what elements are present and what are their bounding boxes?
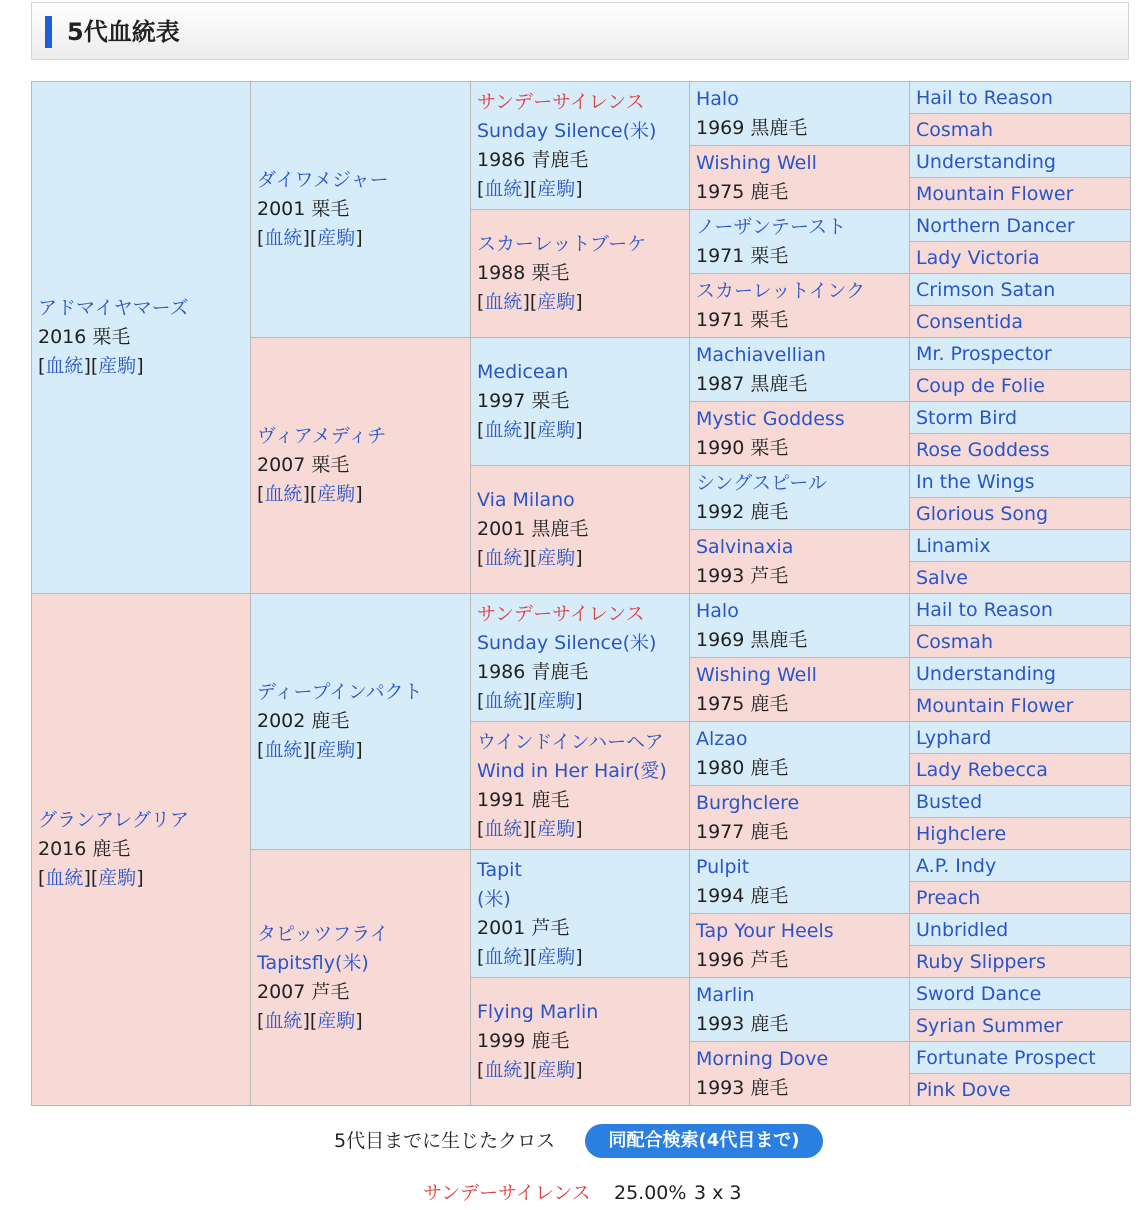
horse-name-link[interactable]: Consentida (916, 310, 1023, 333)
horse-info: 2007 芦毛 (257, 980, 350, 1003)
pedigree-link[interactable]: 血統 (484, 419, 523, 441)
ancestor-g5 (910, 562, 1131, 594)
ancestor-g5 (910, 306, 1131, 338)
horse-links (257, 480, 464, 509)
bracket-mid: ][ (522, 1059, 538, 1081)
horse-name-link[interactable]: Fortunate Prospect (916, 1046, 1096, 1069)
horse-name-link[interactable]: Hail to Reason (916, 598, 1053, 621)
horse-links (477, 175, 683, 204)
horse-links (477, 1056, 683, 1085)
ancestor-g5 (910, 178, 1131, 210)
ancestor-g2 (251, 594, 471, 850)
offspring-link[interactable]: 産駒 (317, 1009, 356, 1032)
horse-info: 2001 芦毛 (477, 916, 570, 939)
horse-links (477, 687, 683, 716)
cross-horse-link[interactable]: サンデーサイレンス (423, 1182, 591, 1204)
ancestor-g5 (910, 210, 1131, 242)
pedigree-link[interactable]: 血統 (264, 739, 303, 761)
ancestor-g5 (910, 850, 1131, 882)
horse-name-link[interactable]: Linamix (916, 534, 991, 557)
horse-name-link[interactable]: ヴィアメディチ (257, 425, 387, 447)
horse-name-link[interactable]: Lady Rebecca (916, 758, 1048, 781)
bracket-mid: ][ (522, 177, 538, 200)
horse-name-link[interactable]: ディープインパクト (257, 681, 423, 703)
horse-name-en-link[interactable]: Wind in Her Hair(愛) (477, 759, 667, 782)
horse-info: 2016 栗毛 (38, 326, 131, 348)
horse-info: 2001 栗毛 (257, 198, 350, 220)
ancestor-g5 (910, 82, 1131, 114)
pedigree-link[interactable]: 血統 (484, 177, 523, 200)
horse-info: 2016 鹿毛 (38, 838, 131, 860)
horse-info: 2007 栗毛 (257, 454, 350, 476)
bracket-close: ] (355, 739, 363, 761)
bracket-close: ] (355, 1009, 363, 1032)
horse-name-link[interactable]: Sword Dance (916, 982, 1042, 1005)
ancestor-g5 (910, 1074, 1131, 1106)
bracket-open: [ (257, 227, 265, 249)
ancestor-g5 (910, 626, 1131, 658)
ancestor-g5 (910, 274, 1131, 306)
horse-links (257, 1007, 464, 1036)
horse-name-link[interactable]: Machiavellian (696, 343, 826, 366)
horse-links (477, 544, 683, 573)
horse-name-link[interactable]: Flying Marlin (477, 1001, 599, 1023)
horse-info: 1969 黒鹿毛 (696, 116, 808, 139)
horse-name-link[interactable]: Via Milano (477, 489, 575, 511)
pedigree-link[interactable]: 血統 (264, 227, 303, 249)
horse-name-link[interactable]: Lyphard (916, 726, 992, 749)
ancestor-g5 (910, 530, 1131, 562)
horse-name-link[interactable]: Tapit (477, 858, 522, 881)
ancestor-g4 (690, 594, 910, 658)
offspring-link[interactable]: 産駒 (537, 817, 576, 840)
bracket-mid: ][ (522, 291, 538, 313)
bracket-close: ] (575, 177, 583, 200)
horse-name-link[interactable]: Medicean (477, 361, 569, 383)
horse-info: 1986 青鹿毛 (477, 148, 589, 171)
horse-info: 2001 黒鹿毛 (477, 518, 589, 540)
horse-name-link[interactable]: アドマイヤマーズ (38, 297, 189, 319)
horse-name-link[interactable]: Alzao (696, 727, 748, 750)
ancestor-g5 (910, 498, 1131, 530)
horse-name-link[interactable]: Storm Bird (916, 406, 1018, 429)
ancestor-g3 (471, 594, 690, 722)
horse-name-link[interactable]: Wishing Well (696, 663, 817, 686)
bracket-mid: ][ (83, 355, 99, 377)
bracket-open: [ (257, 739, 265, 761)
bracket-open: [ (477, 547, 485, 569)
pedigree-link[interactable]: 血統 (264, 1009, 303, 1032)
horse-info: 1993 芦毛 (696, 564, 789, 587)
ancestor-g5 (910, 690, 1131, 722)
bracket-open: [ (38, 867, 46, 889)
horse-info: 1994 鹿毛 (696, 884, 789, 907)
offspring-link[interactable]: 産駒 (98, 867, 137, 889)
horse-name-link[interactable]: Rose Goddess (916, 438, 1050, 461)
section-header (31, 2, 1129, 60)
bracket-mid: ][ (522, 689, 538, 712)
horse-name-link[interactable]: タピッツフライ (257, 922, 389, 945)
horse-name-link[interactable]: Salve (916, 566, 968, 589)
horse-name-link[interactable]: スカーレットインク (696, 279, 866, 302)
horse-name-link[interactable]: Cosmah (916, 118, 993, 141)
horse-name-link[interactable]: サンデーサイレンス (477, 602, 645, 625)
pedigree-table (31, 81, 1131, 1106)
horse-info: 1975 鹿毛 (696, 692, 789, 715)
ancestor-g5 (910, 658, 1131, 690)
horse-name-link[interactable]: Cosmah (916, 630, 993, 653)
ancestor-g5 (910, 1010, 1131, 1042)
horse-info: 1992 鹿毛 (696, 500, 789, 523)
horse-name-link[interactable]: Mountain Flower (916, 694, 1074, 717)
cross-section (0, 1124, 1145, 1158)
horse-name-link[interactable]: サンデーサイレンス (477, 90, 645, 113)
ancestor-g2 (251, 850, 471, 1106)
bracket-open: [ (38, 355, 46, 377)
horse-links (477, 416, 683, 445)
horse-info: 1996 芦毛 (696, 948, 789, 971)
horse-info: 1990 栗毛 (696, 436, 789, 459)
horse-name-link[interactable]: Salvinaxia (696, 535, 794, 558)
offspring-link[interactable]: 産駒 (537, 945, 576, 968)
bracket-close: ] (575, 419, 583, 441)
ancestor-g5 (910, 722, 1131, 754)
pedigree-link[interactable]: 血統 (484, 1059, 523, 1081)
horse-name-link[interactable]: Hail to Reason (916, 86, 1053, 109)
offspring-link[interactable]: 産駒 (98, 355, 137, 377)
cross-percent: 25.00% (614, 1182, 687, 1204)
horse-name-link[interactable]: Wishing Well (696, 151, 817, 174)
ancestor-g5 (910, 242, 1131, 274)
horse-info: 1999 鹿毛 (477, 1030, 570, 1052)
ancestor-g5 (910, 338, 1131, 370)
offspring-link[interactable]: 産駒 (317, 227, 356, 249)
ancestor-g4 (690, 850, 910, 914)
ancestor-g5 (910, 786, 1131, 818)
horse-name-link[interactable]: ノーザンテースト (696, 215, 847, 238)
ancestor-g1 (32, 594, 251, 1106)
bracket-close: ] (355, 483, 363, 505)
ancestor-g5 (910, 914, 1131, 946)
ancestor-g4 (690, 146, 910, 210)
horse-name-link[interactable]: Crimson Satan (916, 278, 1056, 301)
horse-name-link[interactable]: A.P. Indy (916, 854, 997, 877)
ancestor-g4 (690, 402, 910, 466)
horse-name-link[interactable]: Understanding (916, 662, 1056, 685)
horse-name-link[interactable]: スカーレットブーケ (477, 233, 647, 255)
ancestor-g5 (910, 466, 1131, 498)
bracket-mid: ][ (522, 547, 538, 569)
bracket-open: [ (477, 1059, 485, 1081)
horse-info: 1991 鹿毛 (477, 788, 570, 811)
offspring-link[interactable]: 産駒 (537, 547, 576, 569)
page-title: 5代血統表 (67, 18, 180, 46)
horse-name-link[interactable]: Mr. Prospector (916, 342, 1052, 365)
ancestor-g5 (910, 146, 1131, 178)
ancestor-g4 (690, 530, 910, 594)
horse-name-link[interactable]: Preach (916, 886, 981, 909)
bracket-open: [ (477, 177, 485, 200)
horse-name-link[interactable]: Halo (696, 87, 739, 110)
bracket-open: [ (257, 1009, 265, 1032)
ancestor-g5 (910, 754, 1131, 786)
horse-name-en-link[interactable]: Sunday Silence(米) (477, 631, 657, 654)
ancestor-g5 (910, 114, 1131, 146)
ancestor-g3 (471, 466, 690, 594)
ancestor-g4 (690, 210, 910, 274)
horse-info: 1975 鹿毛 (696, 180, 789, 203)
horse-name-link[interactable]: Mystic Goddess (696, 407, 845, 430)
ancestor-g4 (690, 658, 910, 722)
horse-info: 1993 鹿毛 (696, 1012, 789, 1035)
ancestor-g3 (471, 210, 690, 338)
offspring-link[interactable]: 産駒 (537, 1059, 576, 1081)
horse-name-link[interactable]: Ruby Slippers (916, 950, 1046, 973)
horse-name-link[interactable]: Mountain Flower (916, 182, 1074, 205)
ancestor-g3 (471, 82, 690, 210)
ancestor-g4 (690, 466, 910, 530)
horse-name-link[interactable]: Halo (696, 599, 739, 622)
horse-name-en-link[interactable]: Sunday Silence(米) (477, 119, 657, 142)
ancestor-g4 (690, 274, 910, 338)
horse-info: 1988 栗毛 (477, 262, 570, 284)
bracket-mid: ][ (83, 867, 99, 889)
offspring-link[interactable]: 産駒 (537, 177, 576, 200)
bracket-close: ] (136, 355, 144, 377)
ancestor-g4 (690, 978, 910, 1042)
bracket-open: [ (477, 945, 485, 968)
horse-info: 2002 鹿毛 (257, 710, 350, 732)
ancestor-g5 (910, 402, 1131, 434)
bracket-close: ] (575, 291, 583, 313)
horse-name-link[interactable]: Lady Victoria (916, 246, 1040, 269)
ancestor-g4 (690, 82, 910, 146)
ancestor-g5 (910, 882, 1131, 914)
horse-name-link[interactable]: Understanding (916, 150, 1056, 173)
horse-links (477, 288, 683, 317)
offspring-link[interactable]: 産駒 (537, 689, 576, 712)
horse-links (257, 736, 464, 765)
bracket-mid: ][ (302, 227, 318, 249)
cross-generation: 3 x 3 (694, 1182, 742, 1204)
same-breeding-search-button[interactable]: 同配合検索(4代目まで) (585, 1124, 823, 1158)
cross-row (0, 1178, 1145, 1210)
ancestor-g3 (471, 978, 690, 1106)
ancestor-g4 (690, 1042, 910, 1106)
header-accent-bar (45, 16, 52, 48)
ancestor-g5 (910, 434, 1131, 466)
bracket-open: [ (477, 689, 485, 712)
bracket-open: [ (477, 291, 485, 313)
horse-info: 1969 黒鹿毛 (696, 628, 808, 651)
horse-name-link[interactable]: Syrian Summer (916, 1014, 1063, 1037)
bracket-close: ] (575, 817, 583, 840)
ancestor-g5 (910, 1042, 1131, 1074)
horse-info: 1987 黒鹿毛 (696, 372, 808, 395)
ancestor-g3 (471, 850, 690, 978)
horse-name-link[interactable]: Coup de Folie (916, 374, 1045, 397)
horse-info: 1977 鹿毛 (696, 820, 789, 843)
horse-info: 1971 栗毛 (696, 244, 789, 267)
horse-info: 1997 栗毛 (477, 390, 570, 412)
bracket-mid: ][ (522, 945, 538, 968)
bracket-mid: ][ (302, 739, 318, 761)
bracket-close: ] (575, 689, 583, 712)
bracket-mid: ][ (522, 817, 538, 840)
bracket-mid: ][ (302, 483, 318, 505)
ancestor-g1 (32, 82, 251, 594)
horse-info: 1986 青鹿毛 (477, 660, 589, 683)
horse-links (477, 815, 683, 844)
horse-name-link[interactable]: Unbridled (916, 918, 1009, 941)
horse-links (38, 864, 244, 893)
ancestor-g2 (251, 338, 471, 594)
horse-name-link[interactable]: Burghclere (696, 791, 800, 814)
offspring-link[interactable]: 産駒 (537, 291, 576, 313)
ancestor-g4 (690, 722, 910, 786)
horse-name-link[interactable]: ウインドインハーヘア (477, 730, 664, 753)
horse-name-link[interactable]: Highclere (916, 822, 1007, 845)
ancestor-g5 (910, 594, 1131, 626)
horse-name-link[interactable]: グランアレグリア (38, 809, 189, 831)
bracket-open: [ (477, 419, 485, 441)
bracket-close: ] (575, 547, 583, 569)
bracket-close: ] (355, 227, 363, 249)
horse-links (477, 943, 683, 972)
horse-name-link[interactable]: Tap Your Heels (696, 919, 834, 942)
horse-name-link[interactable]: Northern Dancer (916, 214, 1075, 237)
pedigree-link[interactable]: 血統 (45, 867, 84, 889)
horse-name-link[interactable]: In the Wings (916, 470, 1035, 493)
pedigree-link[interactable]: 血統 (45, 355, 84, 377)
cross-label: 5代目までに生じたクロス (334, 1130, 556, 1152)
offspring-link[interactable]: 産駒 (537, 419, 576, 441)
horse-links (257, 224, 464, 253)
horse-info: 1980 鹿毛 (696, 756, 789, 779)
horse-name-link[interactable]: Busted (916, 790, 983, 813)
ancestor-g3 (471, 338, 690, 466)
horse-name-link[interactable]: シングスピール (696, 471, 827, 494)
bracket-mid: ][ (522, 419, 538, 441)
horse-links (38, 352, 244, 381)
ancestor-g4 (690, 914, 910, 978)
pedigree-link[interactable]: 血統 (484, 689, 523, 712)
ancestor-g3 (471, 722, 690, 850)
ancestor-g5 (910, 946, 1131, 978)
offspring-link[interactable]: 産駒 (317, 483, 356, 505)
horse-name-link[interactable]: Glorious Song (916, 502, 1049, 525)
horse-name-link[interactable]: Pink Dove (916, 1078, 1011, 1101)
pedigree-link[interactable]: 血統 (264, 483, 303, 505)
horse-info: 1971 栗毛 (696, 308, 789, 331)
bracket-close: ] (575, 945, 583, 968)
ancestor-g4 (690, 786, 910, 850)
bracket-close: ] (136, 867, 144, 889)
ancestor-g5 (910, 978, 1131, 1010)
bracket-mid: ][ (302, 1009, 318, 1032)
horse-name-link[interactable]: Pulpit (696, 855, 750, 878)
bracket-open: [ (477, 817, 485, 840)
ancestor-g4 (690, 338, 910, 402)
ancestor-g5 (910, 370, 1131, 402)
horse-name-link[interactable]: ダイワメジャー (257, 169, 389, 191)
horse-info: 1993 鹿毛 (696, 1076, 789, 1099)
horse-name-link[interactable]: Morning Dove (696, 1047, 829, 1070)
bracket-close: ] (575, 1059, 583, 1081)
horse-name-en-link[interactable]: (米) (477, 887, 511, 910)
ancestor-g2 (251, 82, 471, 338)
pedigree-link[interactable]: 血統 (484, 291, 523, 313)
offspring-link[interactable]: 産駒 (317, 739, 356, 761)
bracket-open: [ (257, 483, 265, 505)
pedigree-link[interactable]: 血統 (484, 945, 523, 968)
horse-name-en-link[interactable]: Tapitsfly(米) (257, 951, 369, 974)
pedigree-link[interactable]: 血統 (484, 817, 523, 840)
pedigree-link[interactable]: 血統 (484, 547, 523, 569)
horse-name-link[interactable]: Marlin (696, 983, 755, 1006)
ancestor-g5 (910, 818, 1131, 850)
